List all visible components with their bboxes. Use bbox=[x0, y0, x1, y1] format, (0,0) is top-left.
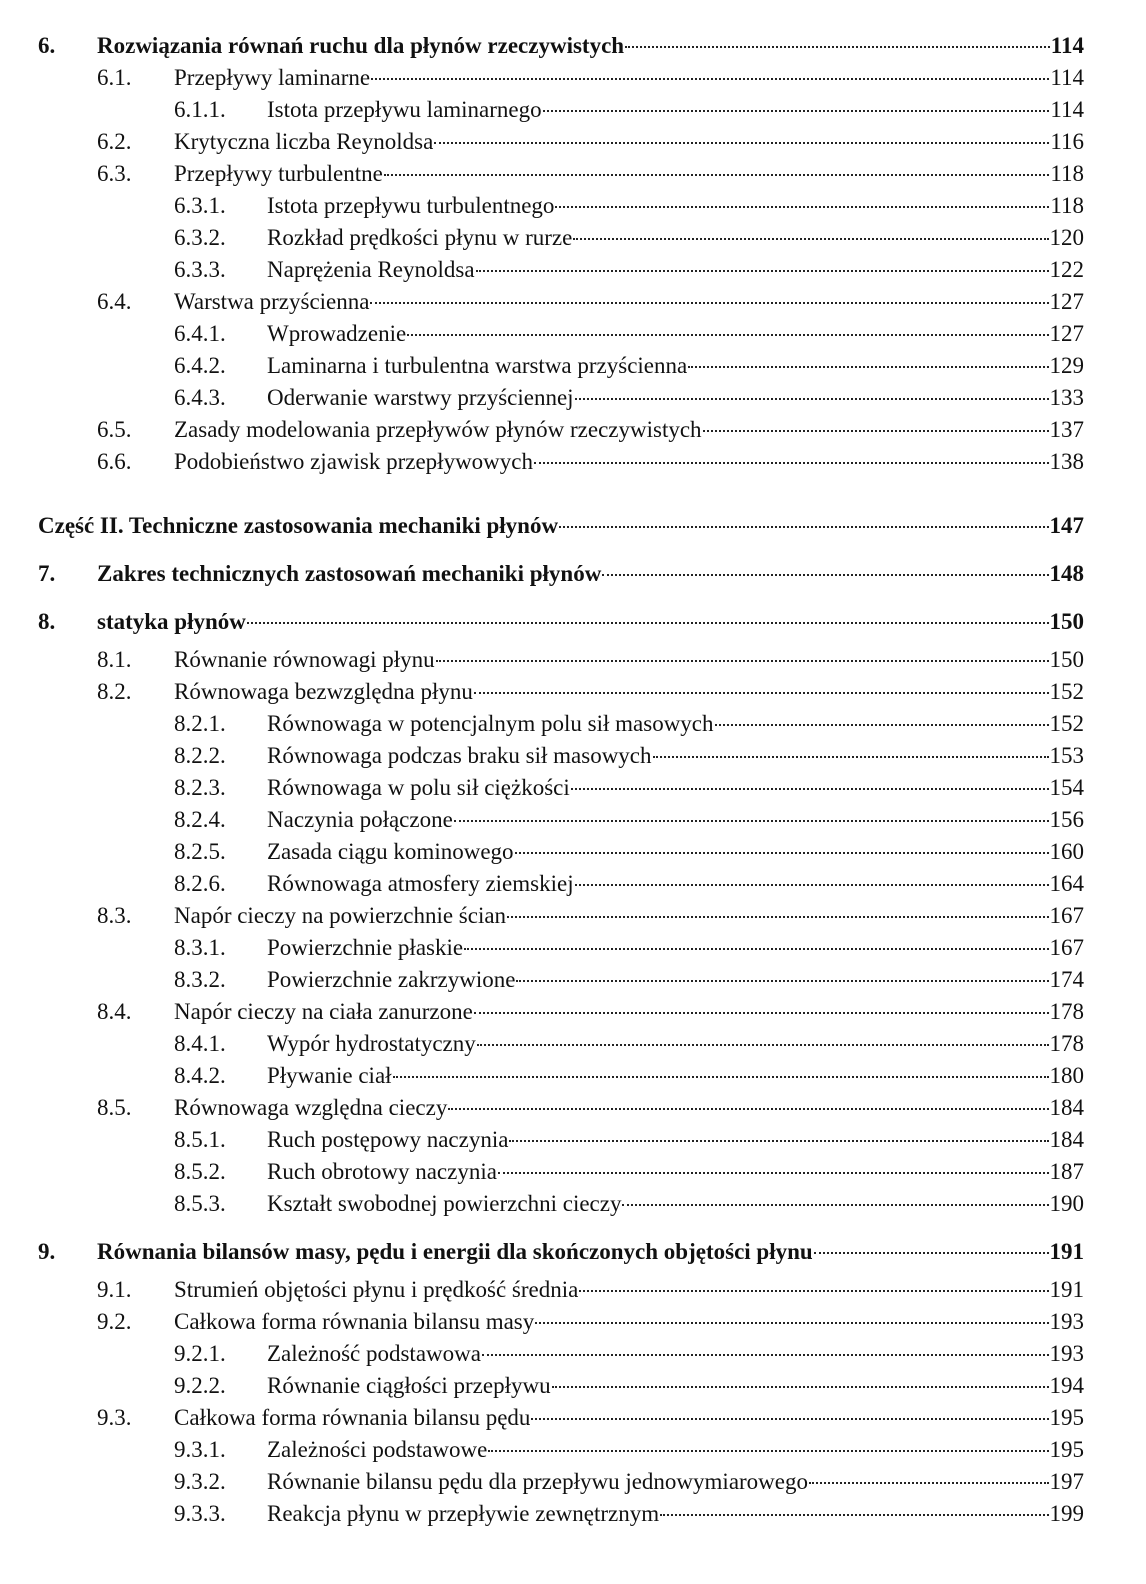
toc-entry-page-number: 114 bbox=[1050, 65, 1084, 90]
toc-entry bbox=[0, 900, 1146, 932]
toc-entry-number: 6.4.1. bbox=[174, 321, 226, 346]
toc-entry bbox=[0, 318, 1146, 350]
toc-entry-title: Pływanie ciał bbox=[267, 1063, 392, 1088]
toc-entry-title: Ruch postępowy naczynia bbox=[267, 1127, 509, 1152]
toc-entry-title: Naczynia połączone bbox=[267, 807, 453, 832]
toc-entry-title: Równowaga atmosfery ziemskiej bbox=[267, 871, 574, 896]
toc-entry bbox=[0, 1236, 1146, 1268]
toc-entry-title: Krytyczna liczba Reynoldsa bbox=[174, 129, 434, 154]
toc-entry-number: 8.2.4. bbox=[174, 807, 226, 832]
toc-entry-page-number: 195 bbox=[1049, 1405, 1084, 1430]
toc-entry-page-number: 129 bbox=[1049, 353, 1084, 378]
toc-entry-page-number: 167 bbox=[1049, 903, 1084, 928]
dot-leader bbox=[434, 141, 1049, 144]
toc-entry-page-number: 147 bbox=[1049, 513, 1084, 538]
dot-leader bbox=[464, 947, 1048, 950]
toc-entry bbox=[0, 558, 1146, 590]
toc-entry-number: 8.2.1. bbox=[174, 711, 226, 736]
toc-entry-page-number: 199 bbox=[1049, 1501, 1084, 1526]
dot-leader bbox=[507, 915, 1048, 918]
toc-entry-page-number: 191 bbox=[1049, 1277, 1084, 1302]
dot-leader bbox=[498, 1171, 1049, 1174]
toc-entry bbox=[0, 382, 1146, 414]
toc-entry-number: 8.3.1. bbox=[174, 935, 226, 960]
toc-entry-title: Powierzchnie zakrzywione bbox=[267, 967, 516, 992]
toc-entry-page-number: 114 bbox=[1050, 97, 1084, 122]
dot-leader bbox=[476, 269, 1049, 272]
dot-leader bbox=[454, 819, 1049, 822]
toc-entry-title: Strumień objętości płynu i prędkość średnia bbox=[174, 1277, 579, 1302]
toc-entry-page-number: 193 bbox=[1049, 1309, 1084, 1334]
toc-entry-number: 6.3. bbox=[97, 161, 132, 186]
dot-leader bbox=[579, 1289, 1048, 1292]
toc-entry-page-number: 197 bbox=[1049, 1469, 1084, 1494]
toc-entry-title: Całkowa forma równania bilansu pędu bbox=[174, 1405, 531, 1430]
dot-leader bbox=[534, 461, 1049, 464]
dot-leader bbox=[516, 979, 1048, 982]
dot-leader bbox=[571, 787, 1049, 790]
toc-entry-number: 6.3.1. bbox=[174, 193, 226, 218]
toc-entry-page-number: 178 bbox=[1049, 1031, 1084, 1056]
toc-entry-number: 8.4.1. bbox=[174, 1031, 226, 1056]
toc-entry-number: 8.3.2. bbox=[174, 967, 226, 992]
toc-entry-title: Podobieństwo zjawisk przepływowych bbox=[174, 449, 533, 474]
dot-leader bbox=[625, 45, 1050, 48]
dot-leader bbox=[535, 1321, 1048, 1324]
dot-leader bbox=[371, 77, 1049, 80]
dot-leader bbox=[809, 1481, 1048, 1484]
toc-entry-page-number: 150 bbox=[1049, 647, 1084, 672]
toc-entry bbox=[0, 62, 1146, 94]
toc-entry bbox=[0, 158, 1146, 190]
toc-entry-title: Warstwa przyścienna bbox=[174, 289, 370, 314]
toc-entry-number: 9. bbox=[38, 1239, 56, 1264]
toc-entry-number: 6.3.2. bbox=[174, 225, 226, 250]
dot-leader bbox=[384, 173, 1049, 176]
toc-entry-title: Równanie ciągłości przepływu bbox=[267, 1373, 551, 1398]
toc-entry-title: Całkowa forma równania bilansu masy bbox=[174, 1309, 535, 1334]
dot-leader bbox=[814, 1251, 1049, 1254]
dot-leader bbox=[531, 1417, 1048, 1420]
toc-entry-page-number: 178 bbox=[1049, 999, 1084, 1024]
toc-entry-page-number: 150 bbox=[1049, 609, 1084, 634]
toc-entry-number: 9.2.2. bbox=[174, 1373, 226, 1398]
toc-entry-title: Równowaga podczas braku sił masowych bbox=[267, 743, 652, 768]
toc-entry-number: 8.4.2. bbox=[174, 1063, 226, 1088]
toc-entry bbox=[0, 1274, 1146, 1306]
toc-entry bbox=[0, 1434, 1146, 1466]
dot-leader bbox=[474, 691, 1049, 694]
toc-entry-number: 8.1. bbox=[97, 647, 132, 672]
toc-entry bbox=[0, 254, 1146, 286]
toc-entry-title: Przepływy turbulentne bbox=[174, 161, 383, 186]
dot-leader bbox=[247, 621, 1049, 624]
toc-entry-number: 9.2. bbox=[97, 1309, 132, 1334]
toc-entry-title: Rozkład prędkości płynu w rurze bbox=[267, 225, 573, 250]
toc-entry-number: 9.3.1. bbox=[174, 1437, 226, 1462]
toc-entry bbox=[0, 1156, 1146, 1188]
toc-entry-page-number: 184 bbox=[1049, 1095, 1084, 1120]
toc-entry bbox=[0, 1028, 1146, 1060]
toc-entry-number: 7. bbox=[38, 561, 56, 586]
toc-entry-title: Reakcja płynu w przepływie zewnętrznym bbox=[267, 1501, 660, 1526]
toc-entry-page-number: 127 bbox=[1049, 289, 1084, 314]
dot-leader bbox=[622, 1203, 1048, 1206]
toc-entry-title: Równowaga w potencjalnym polu sił masowych bbox=[267, 711, 714, 736]
toc-entry-number: 8.4. bbox=[97, 999, 132, 1024]
toc-entry-title: Kształt swobodnej powierzchni cieczy bbox=[267, 1191, 622, 1216]
toc-entry bbox=[0, 1060, 1146, 1092]
toc-entry-number: 8.5.3. bbox=[174, 1191, 226, 1216]
toc-entry-title: Równowaga w polu sił ciężkości bbox=[267, 775, 570, 800]
dot-leader bbox=[509, 1139, 1048, 1142]
toc-entry bbox=[0, 94, 1146, 126]
toc-entry bbox=[0, 1092, 1146, 1124]
toc-entry bbox=[0, 446, 1146, 478]
dot-leader bbox=[448, 1107, 1048, 1110]
toc-entry-title: Laminarna i turbulentna warstwa przyścienna bbox=[267, 353, 688, 378]
dot-leader bbox=[559, 525, 1048, 528]
toc-entry-page-number: 120 bbox=[1049, 225, 1084, 250]
toc-entry-title: Zależność podstawowa bbox=[267, 1341, 481, 1366]
toc-entry-page-number: 156 bbox=[1049, 807, 1084, 832]
dot-leader bbox=[653, 755, 1049, 758]
toc-entry bbox=[0, 606, 1146, 638]
toc-entry-title: statyka płynów bbox=[97, 609, 246, 634]
toc-entry-page-number: 138 bbox=[1049, 449, 1084, 474]
toc-entry bbox=[0, 510, 1146, 542]
toc-entry bbox=[0, 1466, 1146, 1498]
dot-leader bbox=[575, 397, 1049, 400]
toc-entry-title: Ruch obrotowy naczynia bbox=[267, 1159, 497, 1184]
dot-leader bbox=[715, 723, 1049, 726]
toc-entry bbox=[0, 1124, 1146, 1156]
toc-entry bbox=[0, 126, 1146, 158]
dot-leader bbox=[660, 1513, 1048, 1516]
dot-leader bbox=[482, 1353, 1049, 1356]
toc-entry-number: 8.2.6. bbox=[174, 871, 226, 896]
toc-entry-number: 8. bbox=[38, 609, 56, 634]
toc-entry-number: 9.3.3. bbox=[174, 1501, 226, 1526]
toc-entry-page-number: 187 bbox=[1049, 1159, 1084, 1184]
toc-entry-page-number: 133 bbox=[1049, 385, 1084, 410]
toc-entry-title: Zakres technicznych zastosowań mechaniki płynów bbox=[97, 561, 602, 586]
toc-entry-page-number: 164 bbox=[1049, 871, 1084, 896]
toc-entry-page-number: 116 bbox=[1050, 129, 1084, 154]
toc-entry-title: Wprowadzenie bbox=[267, 321, 407, 346]
dot-leader bbox=[474, 1011, 1049, 1014]
toc-entry-page-number: 194 bbox=[1049, 1373, 1084, 1398]
toc-entry bbox=[0, 414, 1146, 446]
toc-entry-page-number: 148 bbox=[1049, 561, 1084, 586]
dot-leader bbox=[573, 237, 1048, 240]
toc-entry-number: 8.5. bbox=[97, 1095, 132, 1120]
toc-entry-title: Zasady modelowania przepływów płynów rzeczywistych bbox=[174, 417, 702, 442]
toc-entry-number: 9.2.1. bbox=[174, 1341, 226, 1366]
toc-entry-number: 9.3. bbox=[97, 1405, 132, 1430]
toc-entry-title: Przepływy laminarne bbox=[174, 65, 371, 90]
toc-entry-number: 6.3.3. bbox=[174, 257, 226, 282]
toc-entry-number: 6.4.3. bbox=[174, 385, 226, 410]
toc-entry bbox=[0, 1338, 1146, 1370]
toc-entry-title: Zasada ciągu kominowego bbox=[267, 839, 514, 864]
toc-entry-page-number: 154 bbox=[1049, 775, 1084, 800]
toc-entry-page-number: 160 bbox=[1049, 839, 1084, 864]
toc-entry bbox=[0, 676, 1146, 708]
toc-entry-number: 9.1. bbox=[97, 1277, 132, 1302]
toc-entry-title: Istota przepływu laminarnego bbox=[267, 97, 542, 122]
toc-entry-page-number: 174 bbox=[1049, 967, 1084, 992]
toc-entry-title: Równowaga bezwzględna płynu bbox=[174, 679, 473, 704]
dot-leader bbox=[602, 573, 1048, 576]
toc-entry-title: Istota przepływu turbulentnego bbox=[267, 193, 555, 218]
dot-leader bbox=[393, 1075, 1049, 1078]
toc-entry-page-number: 152 bbox=[1049, 711, 1084, 736]
toc-entry-number: 8.2.2. bbox=[174, 743, 226, 768]
toc-entry-number: 6.2. bbox=[97, 129, 132, 154]
toc-entry-title: Napór cieczy na powierzchnie ścian bbox=[174, 903, 507, 928]
toc-entry-number: 9.3.2. bbox=[174, 1469, 226, 1494]
dot-leader bbox=[543, 109, 1050, 112]
toc-entry-page-number: 193 bbox=[1049, 1341, 1084, 1366]
toc-entry-number: 6.1.1. bbox=[174, 97, 226, 122]
toc-entry-page-number: 118 bbox=[1050, 193, 1084, 218]
toc-entry-number: 8.2. bbox=[97, 679, 132, 704]
toc-entry-number: 8.3. bbox=[97, 903, 132, 928]
toc-entry bbox=[0, 1370, 1146, 1402]
dot-leader bbox=[407, 333, 1048, 336]
toc-entry-page-number: 180 bbox=[1049, 1063, 1084, 1088]
dot-leader bbox=[555, 205, 1049, 208]
toc-entry-number: 6.5. bbox=[97, 417, 132, 442]
dot-leader bbox=[370, 301, 1048, 304]
toc-entry-page-number: 167 bbox=[1049, 935, 1084, 960]
toc-entry-title: Napór cieczy na ciała zanurzone bbox=[174, 999, 473, 1024]
toc-entry-title: Wypór hydrostatyczny bbox=[267, 1031, 476, 1056]
toc-entry bbox=[0, 286, 1146, 318]
toc-entry bbox=[0, 996, 1146, 1028]
toc-entry-title: Zależności podstawowe bbox=[267, 1437, 488, 1462]
toc-entry-number: 6.1. bbox=[97, 65, 132, 90]
toc-entry-title: Równowaga względna cieczy bbox=[174, 1095, 448, 1120]
toc-entry-page-number: 114 bbox=[1050, 33, 1084, 58]
toc-entry-page-number: 137 bbox=[1049, 417, 1084, 442]
toc-entry bbox=[0, 804, 1146, 836]
dot-leader bbox=[688, 365, 1048, 368]
toc-entry bbox=[0, 1188, 1146, 1220]
toc-entry bbox=[0, 1306, 1146, 1338]
toc-entry-number: 8.5.1. bbox=[174, 1127, 226, 1152]
toc-entry bbox=[0, 868, 1146, 900]
dot-leader bbox=[703, 429, 1049, 432]
toc-entry-number: 6.4.2. bbox=[174, 353, 226, 378]
toc-entry bbox=[0, 644, 1146, 676]
toc-entry-title: Część II. Techniczne zastosowania mechaniki płynów bbox=[38, 513, 559, 538]
toc-entry-number: 8.5.2. bbox=[174, 1159, 226, 1184]
toc-entry bbox=[0, 1402, 1146, 1434]
toc-entry bbox=[0, 350, 1146, 382]
toc-entry-number: 6. bbox=[38, 33, 56, 58]
toc-entry-page-number: 153 bbox=[1049, 743, 1084, 768]
toc-entry-number: 6.6. bbox=[97, 449, 132, 474]
toc-entry-number: 6.4. bbox=[97, 289, 132, 314]
toc-entry bbox=[0, 1498, 1146, 1530]
toc-entry-number: 8.2.3. bbox=[174, 775, 226, 800]
toc-entry bbox=[0, 740, 1146, 772]
toc-entry bbox=[0, 932, 1146, 964]
dot-leader bbox=[488, 1449, 1048, 1452]
toc-entry-page-number: 191 bbox=[1049, 1239, 1084, 1264]
toc-entry-page-number: 118 bbox=[1050, 161, 1084, 186]
toc-entry-title: Równanie bilansu pędu dla przepływu jednowymiarowego bbox=[267, 1469, 809, 1494]
toc-entry bbox=[0, 772, 1146, 804]
toc-entry bbox=[0, 30, 1146, 62]
toc-entry bbox=[0, 222, 1146, 254]
toc-entry-number: 8.2.5. bbox=[174, 839, 226, 864]
dot-leader bbox=[515, 851, 1049, 854]
toc-entry-page-number: 127 bbox=[1049, 321, 1084, 346]
toc-entry bbox=[0, 190, 1146, 222]
dot-leader bbox=[552, 1385, 1049, 1388]
toc-entry bbox=[0, 964, 1146, 996]
toc-entry-page-number: 184 bbox=[1049, 1127, 1084, 1152]
toc-entry-page-number: 122 bbox=[1049, 257, 1084, 282]
toc-entry-title: Naprężenia Reynoldsa bbox=[267, 257, 475, 282]
toc-entry-page-number: 195 bbox=[1049, 1437, 1084, 1462]
toc-entry-title: Równanie równowagi płynu bbox=[174, 647, 435, 672]
toc-entry-page-number: 190 bbox=[1049, 1191, 1084, 1216]
toc-entry bbox=[0, 836, 1146, 868]
dot-leader bbox=[575, 883, 1049, 886]
dot-leader bbox=[477, 1043, 1049, 1046]
dot-leader bbox=[436, 659, 1049, 662]
toc-entry bbox=[0, 708, 1146, 740]
toc-entry-page-number: 152 bbox=[1049, 679, 1084, 704]
toc-entry-title: Oderwanie warstwy przyściennej bbox=[267, 385, 574, 410]
toc-entry-title: Rozwiązania równań ruchu dla płynów rzeczywistych bbox=[97, 33, 625, 58]
toc-entry-title: Równania bilansów masy, pędu i energii dla skończonych objętości płynu bbox=[97, 1239, 813, 1264]
toc-entry-title: Powierzchnie płaskie bbox=[267, 935, 464, 960]
